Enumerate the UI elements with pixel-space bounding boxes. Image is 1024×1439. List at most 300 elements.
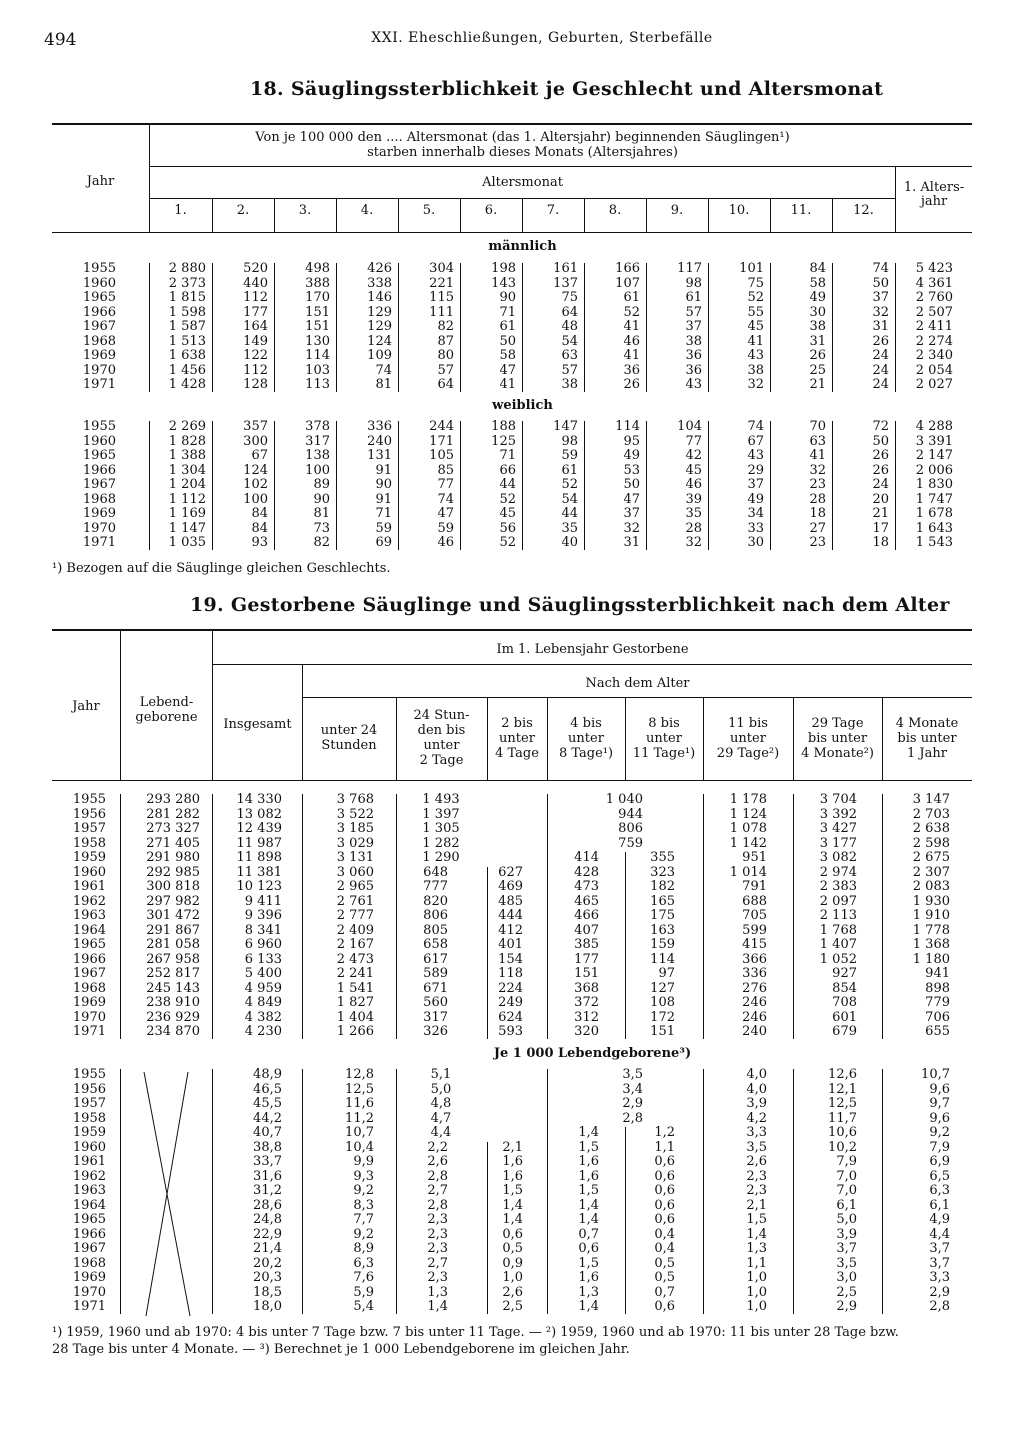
table-19-by-age-header: Nach dem Alter (585, 676, 690, 691)
table-18-male-col-7-cell: 48 (561, 319, 578, 334)
table-19-rate-24h-2d-cell: 2,3 (427, 1270, 448, 1285)
table-18-male-col-10-cell: 55 (747, 304, 764, 320)
table-19-abs-29d-4m-cell: 2 383 (819, 879, 857, 894)
table-19-rate-4d-8d-cell: 1,5 (578, 1139, 599, 1155)
table-19-rate-4d-8d-cell: 1,4 (578, 1212, 599, 1227)
table-18-male-col-12-cell: 74 (872, 261, 889, 276)
table-18-month-header: 3. (298, 203, 312, 218)
table-19-rate-under-24h-cell: 5,9 (353, 1284, 374, 1300)
table-19-rate-under-24h-cell: 10,7 (345, 1125, 374, 1140)
table-19-abs-4m-1y-cell: 2 307 (912, 864, 950, 880)
table-19-age-header-line: Stunden (321, 738, 377, 753)
table-19-rate-8d-11d-cell: 0,6 (654, 1183, 675, 1198)
table-18-male-col-4-cell: 74 (375, 362, 392, 378)
table-18-male-col-12-cell: 37 (872, 290, 889, 305)
table-19-age-header-line: unter (423, 738, 460, 753)
table-18-female-col-4 (336, 420, 392, 551)
table-19-abs-29d-4m-cell: 2 097 (819, 893, 857, 909)
table-19-rate-4m-1y-cell: 3,7 (929, 1241, 950, 1256)
table-18-male-col-6-cell: 90 (499, 290, 516, 305)
table-19-abs-4m-1y-cell: 2 083 (912, 879, 950, 894)
table-19-abs-29d-4m-cell: 3 427 (819, 821, 857, 836)
table-19-abs-8d-11d-cell: 323 (650, 864, 675, 880)
table-18-female-col-3-cell: 317 (305, 433, 330, 449)
table-18-female-col-4-cell: 91 (375, 462, 392, 478)
table-18-male-col-6-cell: 143 (491, 275, 516, 291)
table-19-rate-under-24h-cell: 8,3 (353, 1197, 374, 1213)
table-18-female-col-1 (149, 420, 206, 551)
table-18-female-col-1-cell: 2 269 (168, 419, 206, 434)
table-18-male-col-3-cell: 130 (305, 333, 330, 349)
table-18-male-col-7-cell: 54 (561, 333, 578, 349)
table-19-abs-29d-4m-cell: 1 768 (819, 922, 857, 938)
table-19-age-header-line: 11 Tage¹) (632, 745, 696, 761)
table-18-male-col-12-cell: 24 (872, 362, 889, 378)
table-19-abs-2d-4d-cell: 627 (498, 864, 523, 880)
table-18-male-col-4-cell: 109 (367, 348, 392, 363)
table-18-male-col-3-cell: 498 (305, 261, 330, 276)
table-19-rate-under-24h-cell: 11,2 (345, 1110, 374, 1126)
table-18-male-col-11-cell: 21 (809, 377, 826, 392)
table-19-rate-24h-4d-merged-cell: 4,4 (430, 1125, 452, 1140)
table-18-male-col-7-cell: 75 (561, 290, 578, 305)
table-19-abs-29d-4m-cell: 1 052 (819, 951, 857, 967)
table-19-rate-11d-29d-cell: 1,5 (746, 1212, 767, 1227)
table-18-female-col-8-cell: 114 (615, 419, 640, 434)
table-18-male-col-12-cell: 24 (872, 348, 889, 363)
table-18-male-col-8-cell: 46 (623, 333, 640, 349)
table-18-female-col-8-cell: 47 (623, 491, 640, 507)
table-18-female-year-cell: 1968 (82, 491, 116, 507)
table-18-female-col-8-cell: 32 (623, 520, 640, 536)
table-18-female-col-12-cell: 26 (872, 448, 889, 463)
table-18-male-altersjahr-cell: 2 274 (915, 333, 953, 349)
table-18-male-col-1 (149, 262, 206, 393)
table-18-female-col-10-cell: 33 (747, 520, 764, 536)
table-18-female-year-cell: 1969 (82, 506, 116, 521)
table-19-abs-total-cell: 13 082 (236, 806, 282, 822)
table-18-female-col-1-cell: 1 388 (168, 448, 206, 463)
table-19-rate-11d-29d-cell: 1,0 (746, 1284, 767, 1300)
table-19-rate-year-cell: 1968 (72, 1255, 106, 1271)
table-19-abs-total-cell: 11 987 (236, 835, 282, 851)
table-18-male-col-11-cell: 25 (809, 362, 826, 378)
table-18-female-col-3-cell: 82 (313, 535, 330, 550)
table-18-male-col-1-cell: 1 815 (168, 290, 206, 305)
table-19-abs-live-births-cell: 245 143 (146, 980, 200, 996)
table-18-female-col-11-cell: 32 (809, 462, 826, 478)
table-19-abs-2d-4d-cell: 469 (498, 879, 523, 894)
table-18-female-col-2-cell: 84 (251, 506, 268, 521)
table-19-rate-under-24h-cell: 9,2 (353, 1226, 374, 1242)
table-19-abs-4d-11d-merged-cell: 759 (618, 835, 643, 851)
table-19-rate-total-cell: 45,5 (253, 1096, 282, 1111)
table-19-abs-24h-2d-cell: 805 (423, 922, 448, 938)
table-19-rate-4d-8d-cell: 1,6 (578, 1168, 599, 1184)
table-19-rate-8d-11d (625, 1126, 675, 1315)
table-19-abs-24h-2d-cell: 560 (423, 995, 448, 1010)
table-19-rate-4m-1y-cell: 9,6 (929, 1081, 950, 1097)
table-19-rate-11d-29d-cell: 4,2 (746, 1110, 767, 1126)
table-19-abs-29d-4m-cell: 927 (832, 966, 857, 981)
table-18-female-altersjahr-cell: 3 391 (915, 433, 953, 449)
running-head: XXI. Eheschließungen, Geburten, Sterbefälle (371, 30, 713, 46)
table-18-female-col-9-cell: 32 (685, 535, 702, 550)
table-19-rate-year-cell: 1967 (72, 1241, 106, 1256)
table-18-male-col-5-cell: 80 (437, 348, 454, 363)
table-18-female-col-8-cell: 31 (623, 535, 640, 550)
table-18-male-col-1-cell: 1 587 (168, 319, 206, 334)
table-19-rate-total-cell: 40,7 (253, 1125, 282, 1140)
table-18-male-col-1-cell: 2 880 (168, 261, 206, 276)
table-18-female-col-5-cell: 46 (437, 535, 454, 550)
table-18-female-col-4-cell: 69 (375, 535, 392, 550)
table-19-abs-live-births-cell: 281 282 (146, 806, 200, 822)
table-18-month-header: 11. (790, 203, 812, 218)
table-18-month-header: 2. (236, 203, 250, 218)
table-18-female-col-6-cell: 52 (499, 491, 516, 507)
table-19-abs-29d-4m-cell: 3 392 (819, 806, 857, 822)
table-19-abs-24h-4d-merged (396, 793, 486, 866)
table-19-rate-11d-29d-cell: 3,9 (746, 1096, 767, 1111)
table-19-rate-29d-4m-cell: 6,1 (836, 1197, 857, 1213)
table-19-abs-live-births-cell: 300 818 (146, 879, 200, 894)
table-19-rate-total-cell: 24,8 (253, 1212, 282, 1227)
table-19-abs-2d-4d-cell: 485 (498, 893, 523, 909)
table-19-rate-11d-29d-cell: 2,1 (746, 1197, 767, 1213)
table-18-male-col-11-cell: 26 (809, 348, 826, 363)
table-19-abs-24h-2d-cell: 658 (423, 937, 448, 952)
table-19-rate-year-cell: 1960 (72, 1139, 106, 1155)
table-19-abs-total-cell: 14 330 (236, 792, 282, 807)
table-18-female-col-3-cell: 90 (313, 491, 330, 507)
table-18-female-col-7-cell: 147 (553, 419, 578, 434)
table-19-abs-total-cell: 6 960 (244, 937, 282, 952)
table-19-abs-4d-8d-cell: 372 (574, 995, 599, 1010)
table-19-rate-2d-4d-cell: 2,6 (502, 1284, 523, 1300)
table-18-female-col-5-cell: 171 (429, 433, 454, 449)
table-19-abs-29d-4m-cell: 601 (832, 1009, 857, 1025)
table-19-rate-4d-11d-merged-cell: 2,9 (622, 1096, 643, 1111)
table-18-male-col-2-cell: 177 (243, 304, 268, 320)
table-18-male-col-12 (832, 262, 889, 393)
table-19-rate-under-24h-cell: 9,9 (353, 1154, 374, 1169)
table-18-female-col-12-cell: 50 (872, 433, 889, 449)
table-19-rate-year-cell: 1965 (72, 1212, 106, 1227)
table-18-female-col-2-cell: 300 (243, 433, 268, 449)
table-19-age-header-line: bis unter (807, 730, 868, 746)
table-18-male-col-10 (708, 262, 764, 393)
table-18-male-col-5-cell: 304 (429, 261, 454, 276)
table-18-male-col-2-cell: 149 (243, 333, 268, 349)
table-19-abs-4m-1y-cell: 779 (925, 995, 950, 1010)
table-19-abs-4d-8d-cell: 473 (574, 879, 599, 894)
table-19-rate-8d-11d-cell: 0,7 (654, 1284, 675, 1300)
table-19-live-births-header-2: geborene (135, 710, 198, 725)
table-18-header-line1: Von je 100 000 den .... Altersmonat (das 1. Altersjahr) beginnenden Säuglingen¹) (255, 130, 790, 145)
table-19-abs-under-24h-cell: 2 241 (336, 966, 374, 981)
table-19-abs-under-24h-cell: 2 965 (336, 879, 374, 894)
table-18-male-year (52, 262, 116, 393)
table-18-male-col-10-cell: 43 (747, 348, 764, 363)
table-19-abs-24h-2d-cell: 317 (423, 1009, 448, 1025)
table-19-abs-live-births-cell: 292 985 (146, 864, 200, 880)
table-18-female-col-7-cell: 98 (561, 433, 578, 449)
table-19-rate-4d-8d-cell: 1,6 (578, 1154, 599, 1169)
table-19-abs-8d-11d-cell: 108 (650, 995, 675, 1010)
table-18-male-col-1-cell: 1 456 (168, 362, 206, 378)
table-19-abs-4m-1y-cell: 2 703 (912, 806, 950, 822)
table-18-male-col-1-cell: 1 598 (168, 304, 206, 320)
table-18-female-col-6-cell: 188 (491, 419, 516, 434)
table-19-abs-total-cell: 6 133 (244, 951, 282, 967)
table-18-male-altersjahr (895, 262, 953, 393)
table-19-age-header-line: 29 Tage²) (716, 745, 780, 761)
table-19-rate-2d-4d-cell: 1,6 (502, 1168, 523, 1184)
table-19-rate-total-cell: 31,6 (253, 1168, 282, 1184)
table-18-female-col-7-cell: 44 (561, 506, 578, 521)
table-18-female-col-8-cell: 50 (623, 477, 640, 492)
table-19-rate-2d-4d (487, 1141, 523, 1315)
table-18-female-col-7-cell: 52 (561, 477, 578, 492)
table-19-rate-24h-2d-cell: 2,3 (427, 1212, 448, 1227)
table-18-male-col-8-cell: 36 (623, 362, 640, 378)
table-19-age-header-line: 8 bis (648, 715, 680, 731)
table-18-male-col-9-cell: 36 (685, 348, 702, 363)
table-18-female-col-5-cell: 47 (437, 506, 454, 521)
table-19-abs-year-cell: 1962 (72, 893, 106, 909)
table-19-rate-2d-4d-cell: 1,0 (502, 1270, 523, 1285)
table-18-female-col-5-cell: 105 (429, 448, 454, 463)
table-18-female-altersjahr-cell: 4 288 (915, 419, 953, 434)
table-19-abs-11d-29d-cell: 246 (742, 995, 767, 1010)
table-19-abs-live-births (120, 793, 200, 1040)
table-19-abs-live-births-cell: 293 280 (146, 792, 200, 807)
table-19-rate-24h-2d-cell: 2,2 (427, 1139, 448, 1155)
table-19-abs-live-births-cell: 273 327 (146, 821, 200, 836)
table-19-age-header-line: unter (568, 730, 604, 746)
table-19-abs-2d-4d-cell: 154 (498, 951, 523, 967)
table-19-abs-year-cell: 1966 (72, 951, 106, 967)
table-18-male-col-5-cell: 64 (437, 377, 454, 392)
table-19-rate-under-24h (302, 1068, 374, 1315)
table-19-rate-11d-29d-cell: 4,0 (746, 1081, 767, 1097)
table-18-female-col-1-cell: 1 112 (168, 491, 206, 507)
table-19-rate-24h-2d (396, 1141, 448, 1315)
table-19-abs-11d-29d-cell: 1 078 (729, 821, 767, 836)
table-19-abs-11d-29d-cell: 599 (742, 922, 767, 938)
table-19-abs-2d-4d-cell: 444 (498, 908, 523, 923)
table-19-footnote-1: ¹) 1959, 1960 und ab 1970: 4 bis unter 7 Tage bzw. 7 bis unter 11 Tage. — ²) 1959, 1960 und ab 1970: 11 bis unter 28 Tage bzw. (52, 1325, 899, 1340)
table-19-rate-8d-11d-cell: 1,1 (654, 1139, 675, 1155)
table-18-male-col-11-cell: 49 (809, 290, 826, 305)
table-19-abs-24h-2d-cell: 648 (423, 864, 448, 880)
table-19-abs-under-24h-cell: 3 029 (336, 835, 374, 851)
table-18-female-year-cell: 1971 (82, 535, 116, 550)
table-18-male-col-1-cell: 2 373 (168, 275, 206, 291)
table-19-abs-4m-1y-cell: 706 (925, 1009, 950, 1025)
table-19-rate-29d-4m-cell: 3,9 (836, 1226, 857, 1242)
table-19-rate-11d-29d-cell: 3,5 (746, 1139, 767, 1155)
table-19-rate-4m-1y-cell: 4,9 (929, 1212, 950, 1227)
table-18-male-col-10-cell: 75 (747, 275, 764, 291)
table-18-female-col-10 (708, 420, 764, 551)
table-19-abs-live-births-cell: 297 982 (146, 893, 200, 909)
table-18-male-col-3-cell: 114 (305, 348, 330, 363)
table-18-female-col-7-cell: 35 (561, 520, 578, 536)
table-18-male-col-2-cell: 164 (243, 319, 268, 334)
table-18-male-col-3-cell: 170 (305, 290, 330, 305)
table-19-abs-24h-4d-merged-cell: 1 493 (422, 792, 460, 807)
table-19-abs-29d-4m-cell: 1 407 (819, 937, 857, 952)
table-19-rate-4d-11d-merged-cell: 3,4 (622, 1081, 643, 1097)
table-19-rate-29d-4m-cell: 12,5 (828, 1096, 857, 1111)
table-19-abs-total (212, 793, 282, 1040)
table-18-female-col-12-cell: 26 (872, 462, 889, 478)
table-19-rate-year-cell: 1956 (72, 1081, 106, 1097)
table-19-abs-total-cell: 11 381 (236, 864, 282, 880)
table-18-female-col-9-cell: 42 (685, 448, 702, 463)
table-19-abs-4d-8d-cell: 414 (574, 850, 599, 865)
table-18-male-altersjahr-cell: 2 027 (915, 377, 953, 392)
table-18-male-col-2-cell: 112 (243, 290, 268, 305)
table-18-month-header: 10. (728, 203, 750, 218)
table-19-abs-live-births-cell: 238 910 (146, 995, 200, 1010)
table-18-female-col-11-cell: 27 (809, 520, 826, 536)
table-18-female-col-3-cell: 138 (305, 448, 330, 463)
table-19-rate-4d-8d-cell: 0,6 (578, 1241, 599, 1256)
table-19-abs-24h-2d-cell: 820 (423, 893, 448, 909)
table-18-male-year-cell: 1968 (82, 333, 116, 349)
table-19-abs-4m-1y-cell: 1 930 (912, 893, 950, 909)
table-19-abs-2d-4d-cell: 593 (498, 1024, 523, 1039)
table-19-rate-29d-4m-cell: 10,6 (828, 1125, 857, 1140)
table-19-rate-11d-29d-cell: 1,0 (746, 1299, 767, 1314)
table-18-male-altersjahr-cell: 2 054 (915, 362, 953, 378)
table-19-rate-4m-1y-cell: 9,6 (929, 1110, 950, 1126)
table-18-male-year-cell: 1966 (82, 304, 116, 320)
table-18-male-col-4-cell: 124 (367, 333, 392, 349)
table-19-rate-29d-4m (793, 1068, 857, 1315)
table-19-abs-4m-1y-cell: 2 638 (912, 821, 950, 836)
table-19-rate-4d-11d-merged-cell: 2,8 (622, 1110, 643, 1126)
table-18-female-col-3-cell: 378 (305, 419, 330, 434)
table-19-abs-8d-11d-cell: 163 (650, 922, 675, 938)
table-19-rate-total-cell: 44,2 (253, 1110, 282, 1126)
table-19-abs-total-cell: 4 849 (244, 995, 282, 1010)
table-19-rate-year (52, 1068, 106, 1315)
table-18-month-header: 1. (174, 203, 187, 218)
table-19-abs-live-births-cell: 267 958 (146, 951, 200, 967)
table-19-rate-29d-4m-cell: 7,0 (836, 1183, 857, 1198)
table-18-female-col-5-cell: 59 (437, 520, 454, 536)
table-18-male-col-8-cell: 52 (623, 304, 640, 320)
table-18-male-col-7-cell: 38 (561, 377, 578, 392)
table-19-abs-4m-1y-cell: 1 910 (912, 908, 950, 923)
table-18-month-header: 6. (484, 203, 498, 218)
table-18-female-col-2-cell: 93 (251, 535, 268, 550)
table-18-female-col-6-cell: 45 (499, 506, 516, 521)
table-18-female-col-4-cell: 90 (375, 477, 392, 492)
table-19-rate-total-cell: 20,2 (253, 1255, 282, 1271)
table-18-male-col-2-cell: 122 (243, 348, 268, 363)
table-19-rate-8d-11d-cell: 0,5 (654, 1255, 675, 1271)
table-19-abs-8d-11d-cell: 97 (658, 966, 675, 981)
table-19-rate-4d-11d-merged-cell: 3,5 (622, 1067, 643, 1082)
table-19-rate-2d-4d-cell: 0,6 (502, 1226, 523, 1242)
table-18-male-col-10-cell: 45 (747, 319, 764, 334)
table-19-rate-29d-4m-cell: 3,5 (836, 1255, 857, 1271)
table-18-female-altersjahr-cell: 1 747 (915, 491, 953, 507)
table-18-male-year-cell: 1960 (82, 275, 116, 291)
table-18-male-col-1-cell: 1 513 (168, 333, 206, 349)
table-18-female-altersjahr-cell: 1 543 (915, 535, 953, 550)
table-18-female-col-3 (274, 420, 330, 551)
table-19-abs-4m-1y (882, 793, 950, 1040)
table-18-male-col-2 (212, 262, 268, 393)
table-19-rate-24h-2d-cell: 2,7 (427, 1183, 448, 1198)
table-19-abs-year-cell: 1959 (72, 850, 106, 865)
table-19-abs-under-24h-cell: 2 761 (336, 893, 374, 909)
table-19-abs-29d-4m-cell: 2 974 (819, 864, 857, 880)
table-19-rate-year-cell: 1959 (72, 1125, 106, 1140)
table-18-male-col-11-cell: 58 (809, 275, 826, 291)
table-18-female-col-6-cell: 52 (499, 535, 516, 550)
table-19-rate-under-24h-cell: 12,8 (345, 1067, 374, 1082)
table-19-rate-under-24h-cell: 5,4 (353, 1299, 374, 1314)
table-19-rate-year-cell: 1958 (72, 1110, 106, 1126)
table-19-abs-4m-1y-cell: 1 180 (912, 951, 950, 967)
table-18-male-year-cell: 1967 (82, 319, 116, 334)
table-19-abs-total-cell: 9 396 (244, 908, 282, 923)
table-19-rate-24h-2d-cell: 2,3 (427, 1241, 448, 1256)
table-18-male-col-6-cell: 61 (499, 319, 516, 334)
table-19-abs-total-cell: 4 959 (244, 980, 282, 996)
table-19-abs-year-cell: 1964 (72, 922, 106, 938)
table-19-abs-year (52, 793, 106, 1040)
table-19-abs-2d-4d-cell: 624 (498, 1009, 523, 1025)
table-19-rate-2d-4d-cell: 0,9 (502, 1255, 523, 1271)
table-18-header-line2: starben innerhalb dieses Monats (Altersjahres) (367, 145, 678, 160)
table-18-female-col-10-cell: 37 (747, 477, 764, 492)
table-19-abs-4d-11d-merged (547, 793, 643, 851)
table-18-male-year-cell: 1971 (82, 377, 116, 392)
table-19-rate-24h-2d-cell: 2,3 (427, 1226, 448, 1242)
table-18-female-col-8-cell: 53 (623, 462, 640, 478)
table-19-rate-4m-1y-cell: 4,4 (929, 1226, 950, 1242)
table-19-rate-4m-1y-cell: 7,9 (929, 1139, 950, 1155)
table-18-month-header: 9. (670, 203, 684, 218)
table-19-abs-year-cell: 1956 (72, 806, 106, 822)
table-19-year-header: Jahr (72, 699, 100, 714)
table-19-rate-label: Je 1 000 Lebendgeborene³) (493, 1046, 692, 1061)
table-19-rate-under-24h-cell: 7,7 (353, 1212, 374, 1227)
table-18-male-col-11-cell: 38 (809, 319, 826, 334)
table-19-rate-24h-4d-merged (396, 1068, 486, 1141)
table-18-female-col-2 (212, 420, 268, 551)
table-19-abs-8d-11d-cell: 172 (650, 1009, 675, 1025)
table-19-abs-4m-1y-cell: 941 (925, 966, 950, 981)
table-18-male-col-4-cell: 426 (367, 261, 392, 276)
table-19-rate-year-cell: 1962 (72, 1168, 106, 1184)
table-18-male-col-6-cell: 41 (499, 377, 516, 392)
table-18-male-col-12-cell: 31 (872, 319, 889, 334)
table-18-female-col-2-cell: 84 (251, 520, 268, 536)
table-19-abs-4d-8d-cell: 177 (574, 951, 599, 967)
table-18-female-col-5-cell: 77 (437, 477, 454, 492)
table-18-male-col-9-cell: 57 (685, 304, 702, 320)
table-18-female-col-7 (522, 420, 578, 551)
